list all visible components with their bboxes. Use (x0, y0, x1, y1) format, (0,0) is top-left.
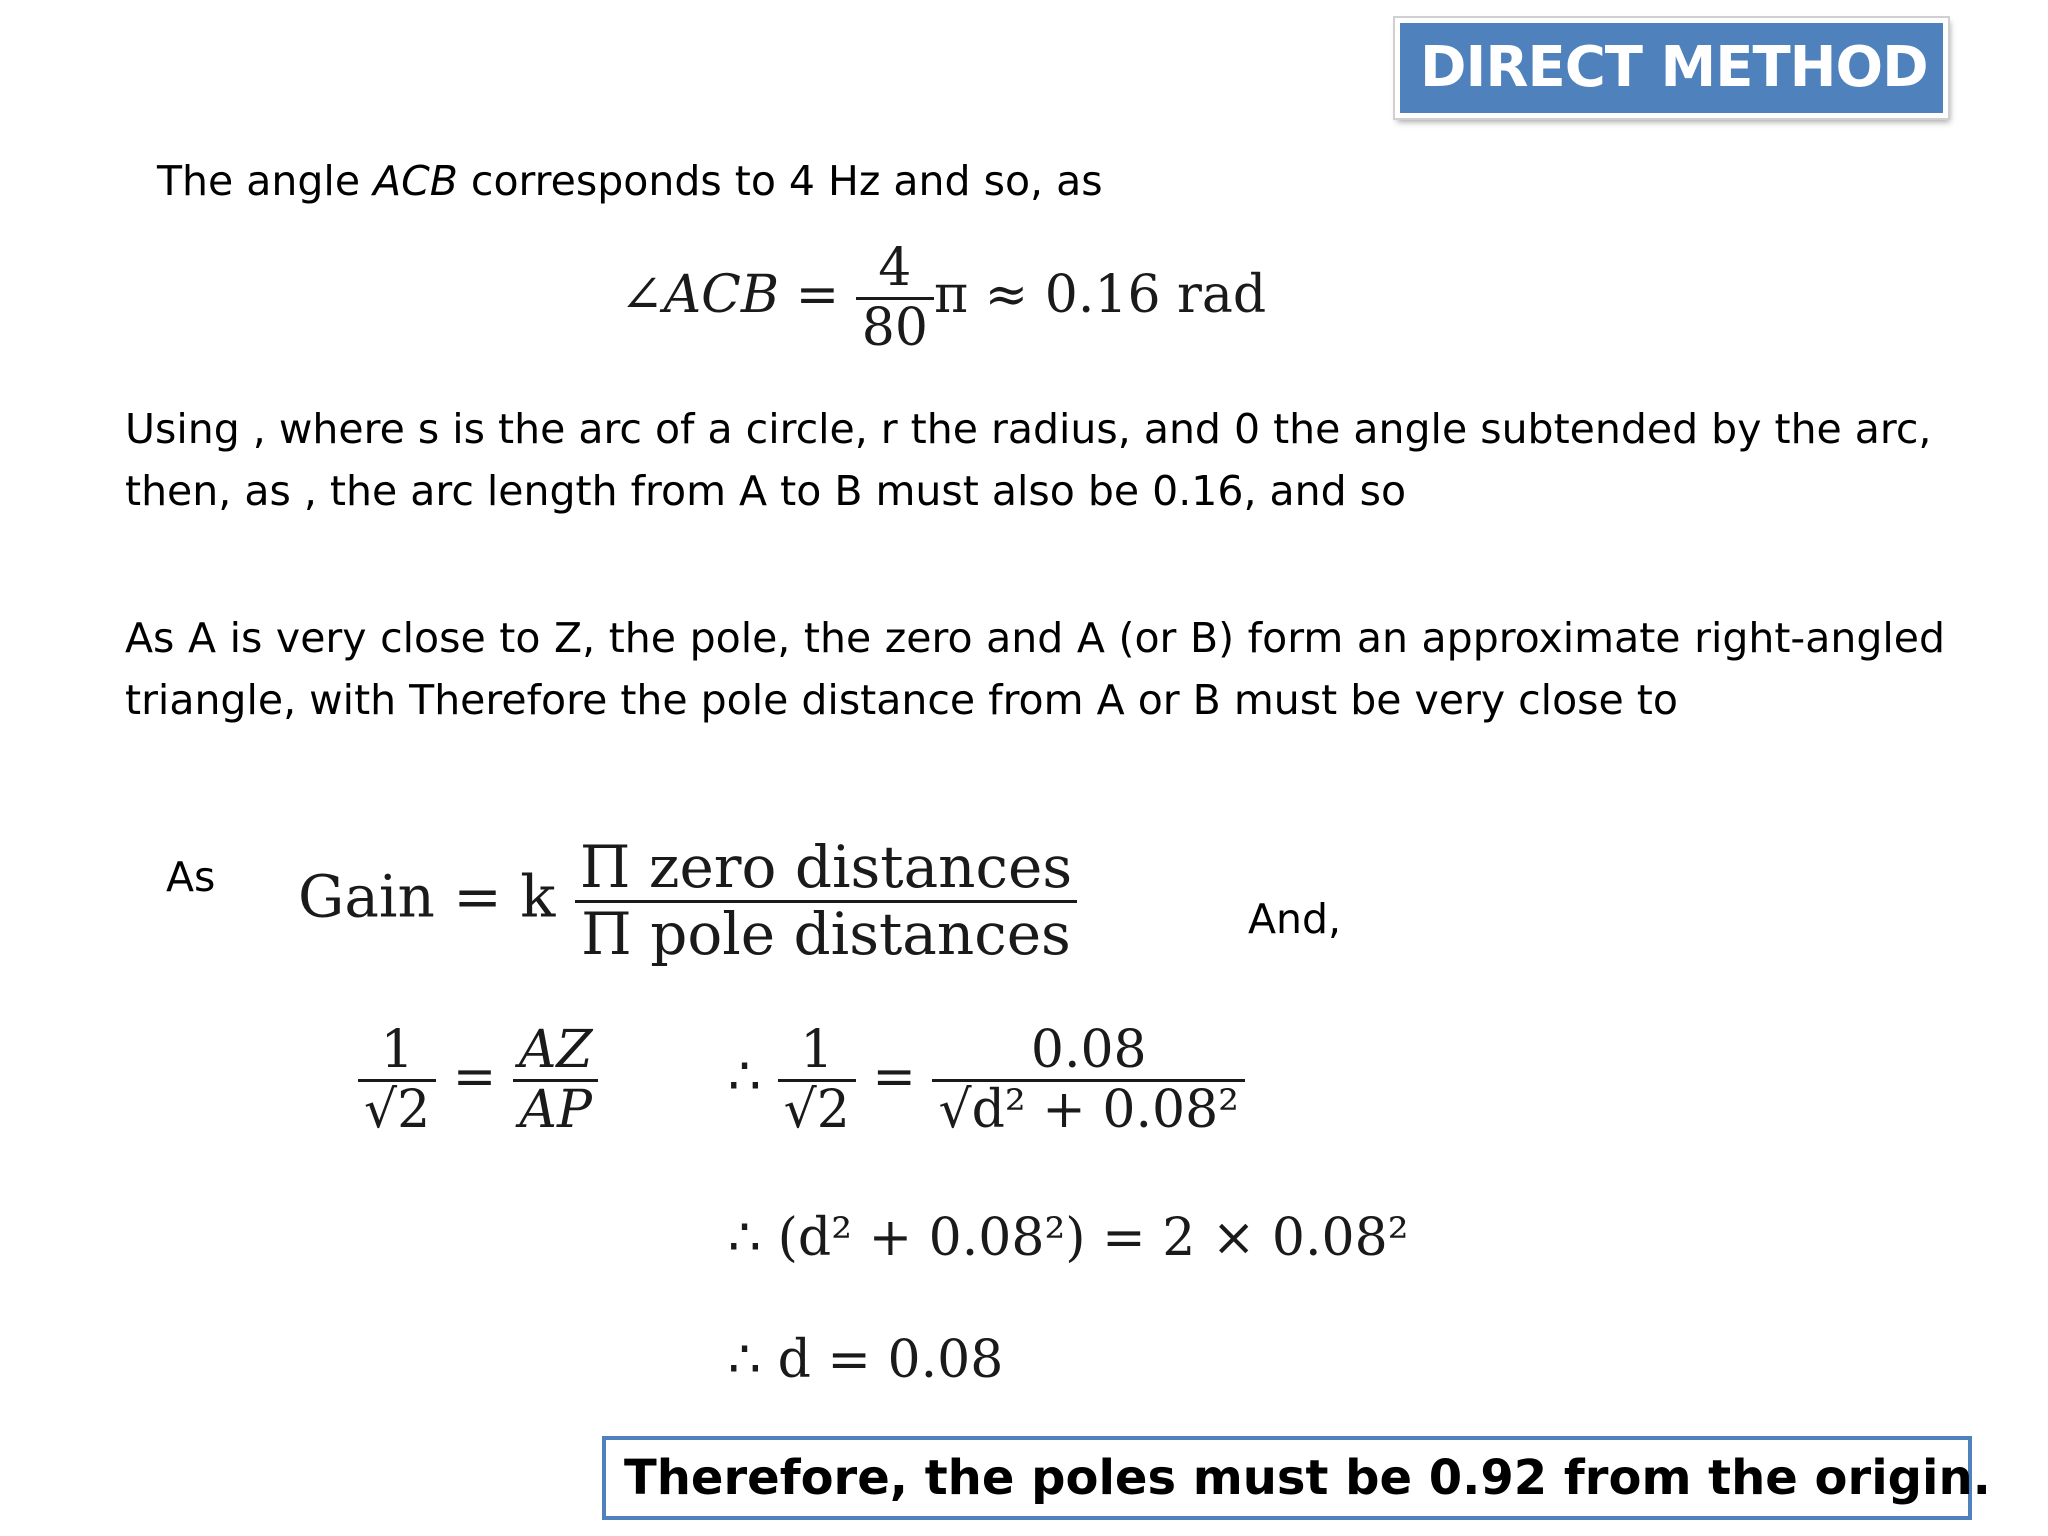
eq-gain-den: Π pole distances (575, 900, 1077, 967)
eq-ratio-frac2 (513, 1022, 599, 1139)
eq-gain-num: Π zero distances (579, 833, 1073, 901)
paragraph-arc-length: Using , where s is the arc of a circle, r the radius, and 0 the angle subtended by the arc, then, as , the arc length from A to B must also be 0.16, and so (125, 405, 1932, 515)
eq-gain-lhs: Gain = k (298, 862, 556, 931)
eq-gain-fraction (574, 833, 1078, 968)
eq-acb-den: 80 (856, 297, 934, 357)
paragraph-triangle: As A is very close to Z, the pole, the zero and A (or B) form an approximate right-angled triangle, with Therefore the pole distance from A or B must be very close to (125, 614, 1945, 724)
equation-therefore-1 (728, 1022, 1245, 1139)
equation-angle-acb (620, 240, 1266, 357)
eq-t1-den1: √2 (778, 1079, 856, 1139)
eq-t1-frac1 (778, 1022, 856, 1139)
eq-t1-num1: 1 (800, 1020, 834, 1080)
eq-t1-sym: ∴ (728, 1047, 762, 1108)
equation-therefore-2: ∴ (d² + 0.08²) = 2 × 0.08² (728, 1208, 1409, 1268)
eq-acb-lhs: ∠ACB = (620, 265, 840, 326)
eq-acb-rest: π ≈ 0.16 rad (933, 265, 1267, 326)
intro-italic: ACB (373, 157, 458, 205)
as-label: As (166, 853, 216, 901)
eq-t1-den2: √d² + 0.08² (932, 1079, 1245, 1139)
intro-post: corresponds to 4 Hz and so, as (457, 157, 1103, 205)
intro-text (157, 150, 1103, 212)
eq-ratio-den1: √2 (358, 1079, 436, 1139)
eq-ratio-num2: AZ (518, 1020, 593, 1080)
conclusion-box: Therefore, the poles must be 0.92 from the origin. (602, 1436, 1972, 1520)
eq-acb-fraction (856, 240, 934, 357)
equation-ratio (358, 1022, 599, 1139)
eq-t1-num2: 0.08 (1030, 1020, 1147, 1080)
eq-ratio-den2: AP (513, 1079, 598, 1139)
equation-therefore-3: ∴ d = 0.08 (728, 1330, 1004, 1390)
eq-ratio-frac1 (358, 1022, 436, 1139)
eq-ratio-num1: 1 (380, 1020, 414, 1080)
and-label: And, (1248, 895, 1342, 943)
eq-acb-num: 4 (878, 238, 912, 298)
eq-t1-frac2 (932, 1022, 1245, 1139)
eq-ratio-eq: = (452, 1047, 497, 1108)
eq-t1-eq: = (872, 1047, 916, 1108)
equation-gain (298, 833, 1078, 968)
intro-pre: The angle (157, 157, 374, 205)
slide-title: DIRECT METHOD (1395, 18, 1948, 118)
